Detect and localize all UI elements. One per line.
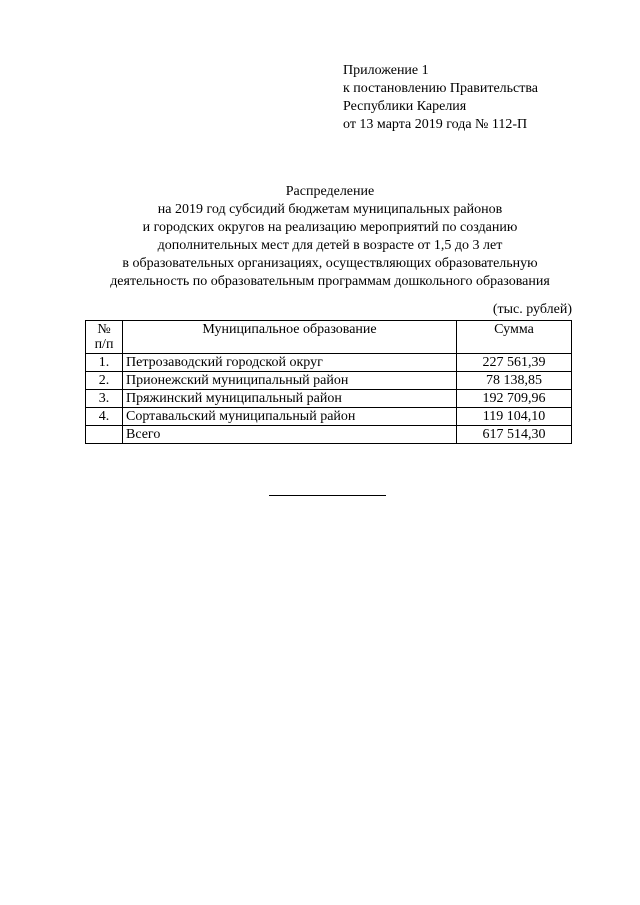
row-sum: 78 138,85	[457, 372, 572, 390]
header-num-line-1: №	[97, 322, 111, 337]
table-total-row	[86, 426, 572, 444]
closing-separator-line	[269, 495, 386, 496]
table-row	[86, 372, 572, 390]
title-line-4: дополнительных мест для детей в возрасте от 1,5 до 3 лет	[157, 238, 503, 253]
appendix-line-4: от 13 марта 2019 года № 112-П	[343, 117, 528, 132]
document-title	[60, 183, 600, 291]
appendix-line-1: Приложение 1	[343, 63, 429, 78]
row-num: 4.	[86, 408, 123, 426]
table-header-row	[86, 321, 572, 354]
distribution-table	[85, 320, 572, 444]
appendix-header	[343, 62, 538, 134]
title-line-3: и городских округов на реализацию мероприятий по созданию	[142, 220, 518, 235]
table-row	[86, 408, 572, 426]
title-line-5: в образовательных организациях, осуществляющих образовательную	[122, 256, 538, 271]
row-sum: 119 104,10	[457, 408, 572, 426]
units-label: (тыс. рублей)	[492, 302, 572, 317]
title-line-6: деятельность по образовательным программам дошкольного образования	[110, 274, 550, 289]
row-num: 1.	[86, 354, 123, 372]
header-name: Муниципальное образование	[123, 321, 457, 354]
header-sum: Сумма	[457, 321, 572, 354]
title-line-1: Распределение	[285, 184, 375, 199]
total-label: Всего	[123, 426, 457, 444]
title-line-2: на 2019 год субсидий бюджетам муниципальных районов	[157, 202, 503, 217]
table-row	[86, 390, 572, 408]
row-name: Пряжинский муниципальный район	[123, 390, 457, 408]
row-sum: 192 709,96	[457, 390, 572, 408]
row-name: Петрозаводский городской округ	[123, 354, 457, 372]
total-sum: 617 514,30	[457, 426, 572, 444]
row-name: Прионежский муниципальный район	[123, 372, 457, 390]
header-num-line-2: п/п	[94, 337, 114, 352]
row-sum: 227 561,39	[457, 354, 572, 372]
header-num	[86, 321, 123, 354]
row-num: 2.	[86, 372, 123, 390]
total-num	[86, 426, 123, 444]
row-name: Сортавальский муниципальный район	[123, 408, 457, 426]
table-row	[86, 354, 572, 372]
appendix-line-3: Республики Карелия	[343, 99, 467, 114]
appendix-line-2: к постановлению Правительства	[343, 81, 539, 96]
row-num: 3.	[86, 390, 123, 408]
